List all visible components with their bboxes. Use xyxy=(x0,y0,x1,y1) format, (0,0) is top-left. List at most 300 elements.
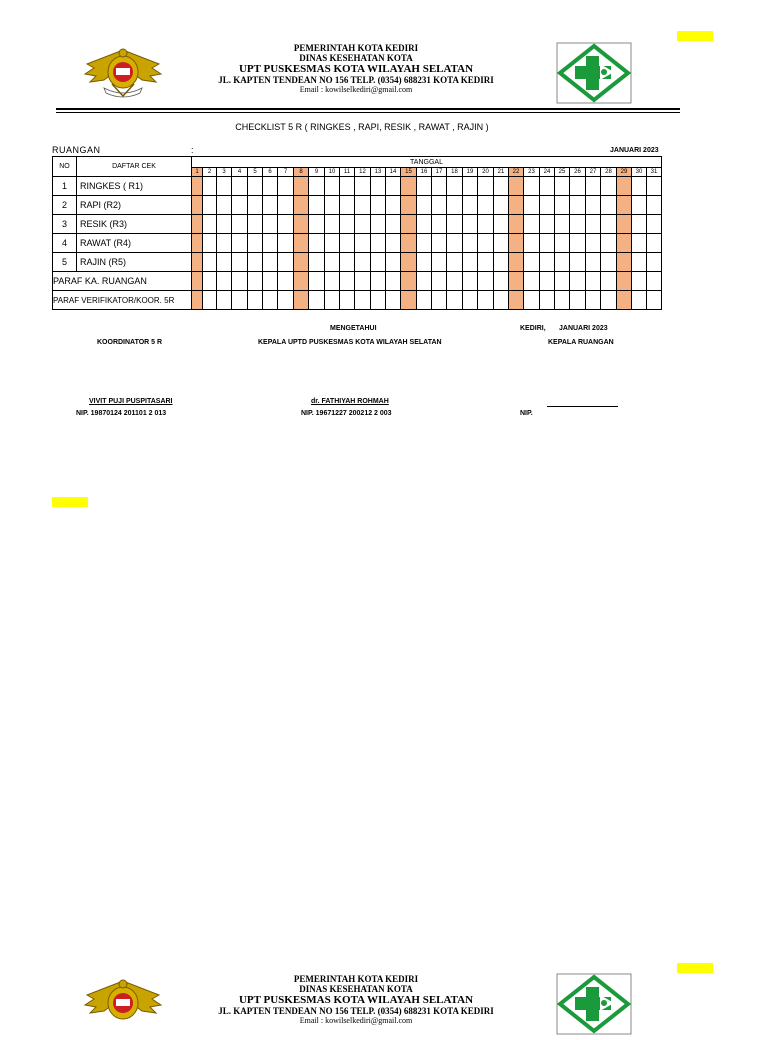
check-cell[interactable] xyxy=(401,234,417,253)
check-cell[interactable] xyxy=(386,291,401,310)
check-cell[interactable] xyxy=(432,196,447,215)
check-cell[interactable] xyxy=(325,215,340,234)
checklist-table xyxy=(52,156,662,310)
check-cell[interactable] xyxy=(570,291,586,310)
check-cell[interactable] xyxy=(355,234,371,253)
check-cell[interactable] xyxy=(647,291,662,310)
check-cell[interactable] xyxy=(309,196,325,215)
day-header: 26 xyxy=(570,168,586,177)
header-line-4-page2: JL. KAPTEN TENDEAN NO 156 TELP. (0354) 688231 KOTA KEDIRI xyxy=(218,1006,494,1016)
check-cell[interactable] xyxy=(447,215,463,234)
check-cell[interactable] xyxy=(540,253,555,272)
name-koordinator: VIVIT PUJI PUSPITASARI xyxy=(89,398,173,405)
header-line-1-page2: PEMERINTAH KOTA KEDIRI xyxy=(293,974,419,984)
check-cell[interactable] xyxy=(570,272,586,291)
garuda-emblem-icon-page2 xyxy=(82,975,164,1033)
check-cell[interactable] xyxy=(371,291,386,310)
check-cell[interactable] xyxy=(355,272,371,291)
header-line-3-page2: UPT PUSKESMAS KOTA WILAYAH SELATAN xyxy=(238,994,474,1006)
check-cell[interactable] xyxy=(203,177,217,196)
check-cell[interactable] xyxy=(478,177,494,196)
check-cell[interactable] xyxy=(509,272,524,291)
check-cell[interactable] xyxy=(401,291,417,310)
header-line-1: PEMERINTAH KOTA KEDIRI xyxy=(293,43,419,53)
check-cell[interactable] xyxy=(524,196,540,215)
check-cell[interactable] xyxy=(309,272,325,291)
check-cell[interactable] xyxy=(232,177,248,196)
check-cell[interactable] xyxy=(570,196,586,215)
check-cell[interactable] xyxy=(217,215,232,234)
check-cell[interactable] xyxy=(647,253,662,272)
check-cell[interactable] xyxy=(263,196,278,215)
paraf-row xyxy=(53,291,662,310)
check-cell[interactable] xyxy=(278,215,294,234)
check-cell[interactable] xyxy=(340,177,355,196)
check-cell[interactable] xyxy=(278,177,294,196)
check-cell[interactable] xyxy=(632,253,647,272)
check-cell[interactable] xyxy=(447,291,463,310)
check-cell[interactable] xyxy=(217,177,232,196)
check-cell[interactable] xyxy=(478,253,494,272)
puskesmas-cross-logo-icon xyxy=(556,42,632,104)
table-row xyxy=(53,196,662,215)
check-cell[interactable] xyxy=(524,272,540,291)
check-cell[interactable] xyxy=(232,253,248,272)
check-cell[interactable] xyxy=(294,234,309,253)
check-cell[interactable] xyxy=(540,196,555,215)
day-header: 31 xyxy=(647,168,662,177)
check-cell[interactable] xyxy=(586,234,601,253)
check-cell[interactable] xyxy=(278,196,294,215)
check-cell[interactable] xyxy=(632,291,647,310)
paraf-row xyxy=(53,272,662,291)
check-cell[interactable] xyxy=(432,215,447,234)
check-cell[interactable] xyxy=(192,291,203,310)
check-cell[interactable] xyxy=(432,272,447,291)
header-email: Email : kowilselkediri@gmail.com xyxy=(299,85,413,94)
day-header: 4 xyxy=(232,168,248,177)
puskesmas-cross-logo-icon-page2 xyxy=(556,973,632,1035)
check-cell[interactable] xyxy=(463,272,478,291)
day-header: 19 xyxy=(463,168,478,177)
check-cell[interactable] xyxy=(478,291,494,310)
check-cell[interactable] xyxy=(417,177,432,196)
check-cell[interactable] xyxy=(232,272,248,291)
check-cell[interactable] xyxy=(540,272,555,291)
header-line-3: UPT PUSKESMAS KOTA WILAYAH SELATAN xyxy=(238,63,474,75)
check-cell[interactable] xyxy=(601,291,617,310)
header-line-4: JL. KAPTEN TENDEAN NO 156 TELP. (0354) 688231 KOTA KEDIRI xyxy=(218,75,494,85)
table-row xyxy=(53,215,662,234)
check-cell[interactable] xyxy=(447,272,463,291)
day-header: 7 xyxy=(278,168,294,177)
row-label: RAJIN (R5) xyxy=(77,253,192,272)
check-cell[interactable] xyxy=(478,234,494,253)
check-cell[interactable] xyxy=(586,291,601,310)
check-cell[interactable] xyxy=(309,253,325,272)
check-cell[interactable] xyxy=(509,253,524,272)
check-cell[interactable] xyxy=(203,215,217,234)
check-cell[interactable] xyxy=(263,253,278,272)
check-cell[interactable] xyxy=(355,196,371,215)
day-header: 27 xyxy=(586,168,601,177)
check-cell[interactable] xyxy=(294,272,309,291)
check-cell[interactable] xyxy=(203,234,217,253)
check-cell[interactable] xyxy=(294,291,309,310)
check-cell[interactable] xyxy=(417,291,432,310)
role-kepala-uptd: KEPALA UPTD PUSKESMAS KOTA WILAYAH SELATAN xyxy=(258,339,442,346)
check-cell[interactable] xyxy=(294,177,309,196)
check-cell[interactable] xyxy=(325,196,340,215)
check-cell[interactable] xyxy=(555,215,570,234)
check-cell[interactable] xyxy=(401,272,417,291)
row-number: 4 xyxy=(53,234,77,253)
check-cell[interactable] xyxy=(478,272,494,291)
check-cell[interactable] xyxy=(386,253,401,272)
check-cell[interactable] xyxy=(309,291,325,310)
day-header: 23 xyxy=(524,168,540,177)
check-cell[interactable] xyxy=(586,272,601,291)
check-cell[interactable] xyxy=(232,291,248,310)
check-cell[interactable] xyxy=(570,177,586,196)
check-cell[interactable] xyxy=(478,196,494,215)
check-cell[interactable] xyxy=(617,215,632,234)
check-cell[interactable] xyxy=(309,177,325,196)
check-cell[interactable] xyxy=(601,234,617,253)
check-cell[interactable] xyxy=(192,272,203,291)
check-cell[interactable] xyxy=(294,196,309,215)
check-cell[interactable] xyxy=(586,196,601,215)
day-header: 16 xyxy=(417,168,432,177)
check-cell[interactable] xyxy=(294,215,309,234)
check-cell[interactable] xyxy=(509,291,524,310)
check-cell[interactable] xyxy=(617,196,632,215)
check-cell[interactable] xyxy=(417,272,432,291)
check-cell[interactable] xyxy=(540,234,555,253)
check-cell[interactable] xyxy=(555,234,570,253)
header-email-page2: Email : kowilselkediri@gmail.com xyxy=(299,1016,413,1025)
check-cell[interactable] xyxy=(617,291,632,310)
check-cell[interactable] xyxy=(371,196,386,215)
check-cell[interactable] xyxy=(263,291,278,310)
check-cell[interactable] xyxy=(647,196,662,215)
day-header: 11 xyxy=(340,168,355,177)
paraf-label: PARAF KA. RUANGAN xyxy=(53,272,192,291)
check-cell[interactable] xyxy=(248,291,263,310)
check-cell[interactable] xyxy=(248,253,263,272)
check-cell[interactable] xyxy=(601,215,617,234)
check-cell[interactable] xyxy=(417,253,432,272)
table-row xyxy=(53,253,662,272)
day-header: 20 xyxy=(478,168,494,177)
highlight-marker-bottom xyxy=(677,963,713,973)
check-cell[interactable] xyxy=(570,234,586,253)
header-no: NO xyxy=(53,157,77,177)
check-cell[interactable] xyxy=(509,177,524,196)
check-cell[interactable] xyxy=(463,196,478,215)
day-header: 21 xyxy=(494,168,509,177)
check-cell[interactable] xyxy=(355,291,371,310)
check-cell[interactable] xyxy=(340,196,355,215)
check-cell[interactable] xyxy=(555,253,570,272)
check-cell[interactable] xyxy=(248,272,263,291)
check-cell[interactable] xyxy=(340,253,355,272)
check-cell[interactable] xyxy=(524,234,540,253)
check-cell[interactable] xyxy=(494,196,509,215)
check-cell[interactable] xyxy=(432,253,447,272)
row-number: 2 xyxy=(53,196,77,215)
check-cell[interactable] xyxy=(601,177,617,196)
check-cell[interactable] xyxy=(203,253,217,272)
day-header: 24 xyxy=(540,168,555,177)
check-cell[interactable] xyxy=(540,291,555,310)
check-cell[interactable] xyxy=(232,234,248,253)
check-cell[interactable] xyxy=(632,272,647,291)
check-cell[interactable] xyxy=(463,253,478,272)
check-cell[interactable] xyxy=(355,215,371,234)
header-tanggal: TANGGAL xyxy=(192,157,662,168)
day-header: 8 xyxy=(294,168,309,177)
check-cell[interactable] xyxy=(617,272,632,291)
nip-koordinator: NIP. 19870124 201101 2 013 xyxy=(76,410,167,417)
check-cell[interactable] xyxy=(586,253,601,272)
role-kepala-ruangan: KEPALA RUANGAN xyxy=(548,339,614,346)
check-cell[interactable] xyxy=(340,234,355,253)
check-cell[interactable] xyxy=(417,215,432,234)
check-cell[interactable] xyxy=(217,196,232,215)
check-cell[interactable] xyxy=(325,234,340,253)
check-cell[interactable] xyxy=(494,234,509,253)
day-header: 14 xyxy=(386,168,401,177)
check-cell[interactable] xyxy=(586,177,601,196)
day-header: 10 xyxy=(325,168,340,177)
name-kepala-uptd: dr. FATHIYAH ROHMAH xyxy=(311,398,389,405)
check-cell[interactable] xyxy=(647,234,662,253)
check-cell[interactable] xyxy=(432,234,447,253)
check-cell[interactable] xyxy=(203,272,217,291)
check-cell[interactable] xyxy=(632,234,647,253)
day-header: 5 xyxy=(248,168,263,177)
check-cell[interactable] xyxy=(371,253,386,272)
check-cell[interactable] xyxy=(386,234,401,253)
check-cell[interactable] xyxy=(371,272,386,291)
check-cell[interactable] xyxy=(340,215,355,234)
check-cell[interactable] xyxy=(617,253,632,272)
check-cell[interactable] xyxy=(478,215,494,234)
check-cell[interactable] xyxy=(555,177,570,196)
check-cell[interactable] xyxy=(447,196,463,215)
check-cell[interactable] xyxy=(647,215,662,234)
check-cell[interactable] xyxy=(647,272,662,291)
check-cell[interactable] xyxy=(540,177,555,196)
check-cell[interactable] xyxy=(263,272,278,291)
check-cell[interactable] xyxy=(524,215,540,234)
date-label: JANUARI 2023 xyxy=(559,325,608,332)
check-cell[interactable] xyxy=(463,234,478,253)
check-cell[interactable] xyxy=(432,291,447,310)
check-cell[interactable] xyxy=(555,272,570,291)
header-line-2: DINAS KESEHATAN KOTA xyxy=(299,53,413,63)
day-header: 25 xyxy=(555,168,570,177)
check-cell[interactable] xyxy=(401,177,417,196)
check-cell[interactable] xyxy=(325,177,340,196)
check-cell[interactable] xyxy=(494,253,509,272)
check-cell[interactable] xyxy=(524,253,540,272)
check-cell[interactable] xyxy=(386,215,401,234)
header-line-2-page2: DINAS KESEHATAN KOTA xyxy=(299,984,413,994)
check-cell[interactable] xyxy=(371,177,386,196)
check-cell[interactable] xyxy=(217,253,232,272)
check-cell[interactable] xyxy=(570,215,586,234)
check-cell[interactable] xyxy=(192,215,203,234)
day-header: 29 xyxy=(617,168,632,177)
header-rule-thin xyxy=(56,112,680,113)
place-label: KEDIRI, xyxy=(520,325,546,332)
check-cell[interactable] xyxy=(217,291,232,310)
day-header: 15 xyxy=(401,168,417,177)
check-cell[interactable] xyxy=(192,253,203,272)
check-cell[interactable] xyxy=(309,215,325,234)
header-rule-thick xyxy=(56,108,680,110)
check-cell[interactable] xyxy=(601,272,617,291)
check-cell[interactable] xyxy=(463,215,478,234)
check-cell[interactable] xyxy=(386,196,401,215)
row-number: 1 xyxy=(53,177,77,196)
header-daftar-cek: DAFTAR CEK xyxy=(77,157,192,177)
check-cell[interactable] xyxy=(509,196,524,215)
check-cell[interactable] xyxy=(509,234,524,253)
check-cell[interactable] xyxy=(294,253,309,272)
check-cell[interactable] xyxy=(278,291,294,310)
nip-kepala-uptd: NIP. 19671227 200212 2 003 xyxy=(301,410,392,417)
check-cell[interactable] xyxy=(248,215,263,234)
mengetahui-label: MENGETAHUI xyxy=(330,325,377,332)
check-cell[interactable] xyxy=(555,196,570,215)
check-cell[interactable] xyxy=(217,234,232,253)
check-cell[interactable] xyxy=(232,215,248,234)
check-cell[interactable] xyxy=(570,253,586,272)
check-cell[interactable] xyxy=(278,253,294,272)
check-cell[interactable] xyxy=(386,177,401,196)
check-cell[interactable] xyxy=(555,291,570,310)
check-cell[interactable] xyxy=(401,196,417,215)
day-header: 30 xyxy=(632,168,647,177)
row-number: 5 xyxy=(53,253,77,272)
row-number: 3 xyxy=(53,215,77,234)
check-cell[interactable] xyxy=(601,196,617,215)
check-cell[interactable] xyxy=(340,291,355,310)
check-cell[interactable] xyxy=(248,196,263,215)
checklist-title: CHECKLIST 5 R ( RINGKES , RAPI, RESIK , RAWAT , RAJIN ) xyxy=(235,122,489,132)
day-header: 2 xyxy=(203,168,217,177)
day-header: 18 xyxy=(447,168,463,177)
check-cell[interactable] xyxy=(217,272,232,291)
check-cell[interactable] xyxy=(248,177,263,196)
check-cell[interactable] xyxy=(309,234,325,253)
check-cell[interactable] xyxy=(192,177,203,196)
room-label: RUANGAN xyxy=(52,145,101,155)
table-row xyxy=(53,177,662,196)
check-cell[interactable] xyxy=(371,234,386,253)
check-cell[interactable] xyxy=(540,215,555,234)
check-cell[interactable] xyxy=(447,253,463,272)
check-cell[interactable] xyxy=(447,234,463,253)
check-cell[interactable] xyxy=(192,234,203,253)
check-cell[interactable] xyxy=(432,177,447,196)
row-label: RESIK (R3) xyxy=(77,215,192,234)
nip-kepala-ruangan: NIP. xyxy=(520,410,533,417)
check-cell[interactable] xyxy=(371,215,386,234)
check-cell[interactable] xyxy=(632,177,647,196)
signature-line-kepala-ruangan xyxy=(547,406,618,407)
check-cell[interactable] xyxy=(263,234,278,253)
check-cell[interactable] xyxy=(248,234,263,253)
check-cell[interactable] xyxy=(494,177,509,196)
check-cell[interactable] xyxy=(386,272,401,291)
check-cell[interactable] xyxy=(417,196,432,215)
day-header: 22 xyxy=(509,168,524,177)
check-cell[interactable] xyxy=(355,253,371,272)
check-cell[interactable] xyxy=(325,253,340,272)
paraf-label: PARAF VERIFIKATOR/KOOR. 5R xyxy=(53,291,192,310)
check-cell[interactable] xyxy=(278,272,294,291)
check-cell[interactable] xyxy=(401,253,417,272)
check-cell[interactable] xyxy=(494,291,509,310)
check-cell[interactable] xyxy=(263,215,278,234)
check-cell[interactable] xyxy=(524,177,540,196)
check-cell[interactable] xyxy=(355,177,371,196)
check-cell[interactable] xyxy=(232,196,248,215)
check-cell[interactable] xyxy=(203,291,217,310)
check-cell[interactable] xyxy=(601,253,617,272)
check-cell[interactable] xyxy=(325,272,340,291)
check-cell[interactable] xyxy=(509,215,524,234)
check-cell[interactable] xyxy=(263,177,278,196)
check-cell[interactable] xyxy=(494,272,509,291)
check-cell[interactable] xyxy=(632,215,647,234)
check-cell[interactable] xyxy=(524,291,540,310)
check-cell[interactable] xyxy=(463,177,478,196)
day-header: 13 xyxy=(371,168,386,177)
day-header: 3 xyxy=(217,168,232,177)
check-cell[interactable] xyxy=(494,215,509,234)
check-cell[interactable] xyxy=(203,196,217,215)
check-cell[interactable] xyxy=(447,177,463,196)
highlight-marker-top xyxy=(677,31,713,41)
day-header: 28 xyxy=(601,168,617,177)
check-cell[interactable] xyxy=(340,272,355,291)
check-cell[interactable] xyxy=(586,215,601,234)
check-cell[interactable] xyxy=(325,291,340,310)
day-header: 1 xyxy=(192,168,203,177)
month-label: JANUARI 2023 xyxy=(610,147,659,154)
row-label: RINGKES ( R1) xyxy=(77,177,192,196)
garuda-emblem-icon xyxy=(82,44,164,102)
check-cell[interactable] xyxy=(632,196,647,215)
day-header: 6 xyxy=(263,168,278,177)
check-cell[interactable] xyxy=(278,234,294,253)
check-cell[interactable] xyxy=(463,291,478,310)
check-cell[interactable] xyxy=(401,215,417,234)
table-row xyxy=(53,234,662,253)
check-cell[interactable] xyxy=(192,196,203,215)
check-cell[interactable] xyxy=(617,177,632,196)
check-cell[interactable] xyxy=(617,234,632,253)
check-cell[interactable] xyxy=(417,234,432,253)
check-cell[interactable] xyxy=(647,177,662,196)
day-header: 12 xyxy=(355,168,371,177)
role-koordinator: KOORDINATOR 5 R xyxy=(97,339,163,346)
